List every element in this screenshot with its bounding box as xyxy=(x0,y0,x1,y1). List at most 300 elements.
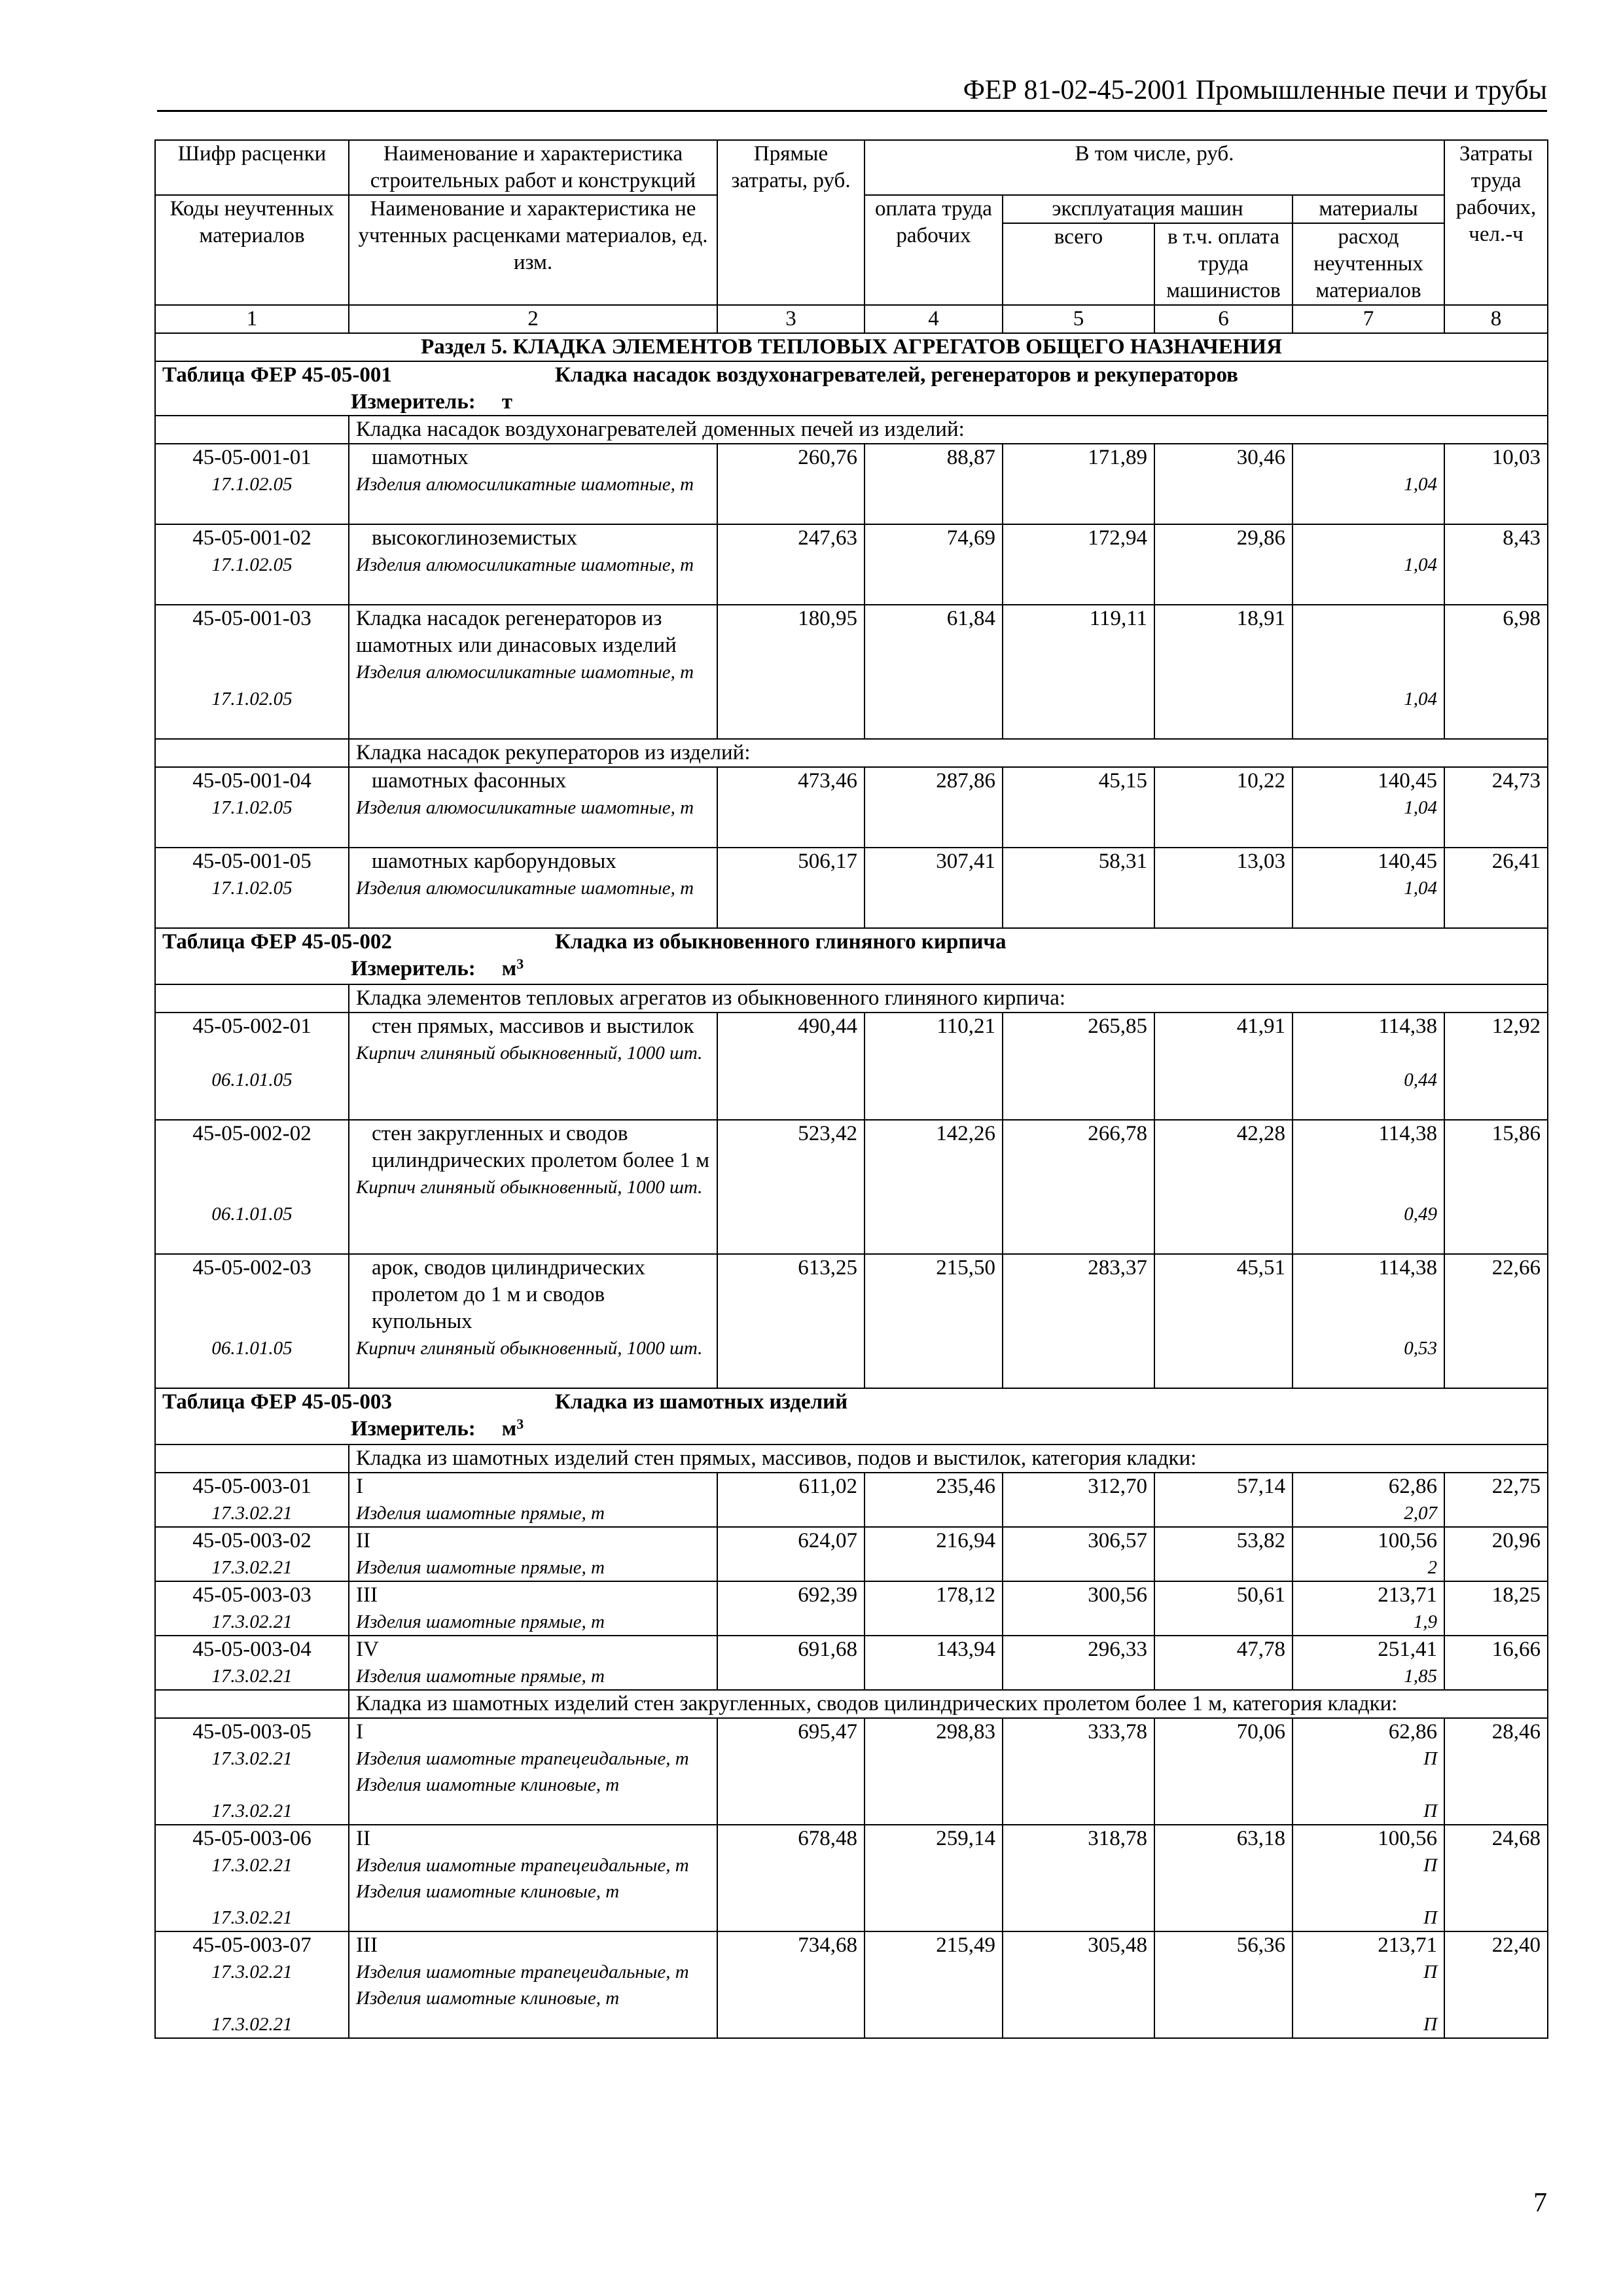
table-title: Кладка насадок воздухонагревателей, регенераторов и рекуператоров xyxy=(555,363,1238,387)
material-code: 17.3.02.21 xyxy=(211,1748,293,1769)
spacer xyxy=(1300,659,1437,686)
group-header-row xyxy=(155,416,1548,444)
table-title-row xyxy=(155,1388,1548,1444)
workers-wages: 142,26 xyxy=(865,1120,1003,1254)
direct-costs: 692,39 xyxy=(717,1581,865,1636)
rate-name-cell xyxy=(349,444,717,524)
rate-code-cell xyxy=(155,1013,349,1120)
rate-name: шамотных фасонных xyxy=(372,769,567,793)
workers-wages: 110,21 xyxy=(865,1013,1003,1120)
rate-name: шамотных карборундовых xyxy=(372,850,616,873)
machines-total: 312,70 xyxy=(1003,1473,1154,1527)
material-quantity: П xyxy=(1423,1855,1438,1876)
machinists-wages: 70,06 xyxy=(1154,1718,1293,1825)
material-quantity: 1,04 xyxy=(1404,554,1438,575)
rate-code-cell xyxy=(155,1254,349,1388)
machinists-wages: 10,22 xyxy=(1154,767,1293,848)
materials-cell xyxy=(1293,444,1444,524)
materials-value: 114,38 xyxy=(1378,1122,1438,1145)
direct-costs-header: Прямые затраты, руб. xyxy=(717,140,865,305)
labor-costs: 20,96 xyxy=(1444,1527,1548,1581)
table-code: Таблица ФЕР 45-05-002 xyxy=(162,930,392,954)
labor-costs: 24,68 xyxy=(1444,1825,1548,1931)
table-title-cell xyxy=(155,1388,1548,1444)
labor-header: Затраты труда рабочих, чел.-ч xyxy=(1444,140,1548,305)
rate-name: I xyxy=(356,1475,363,1498)
rate-code-cell xyxy=(155,1120,349,1254)
materials-cell xyxy=(1293,1718,1444,1825)
table-title-cell xyxy=(155,361,1548,416)
direct-costs: 506,17 xyxy=(717,848,865,928)
group-spacer xyxy=(155,1444,349,1473)
rate-name-cell xyxy=(349,1636,717,1690)
meter-label: Измеритель: xyxy=(351,1417,476,1441)
rate-code: 45-05-003-06 xyxy=(192,1827,312,1850)
material-name: Изделия алюмосиликатные шамотные, т xyxy=(356,662,694,683)
machines-total: 45,15 xyxy=(1003,767,1154,848)
labor-costs: 24,73 xyxy=(1444,767,1548,848)
rate-name-cell xyxy=(349,1718,717,1825)
rate-name: II xyxy=(356,1529,370,1552)
materials-value: 114,38 xyxy=(1378,1014,1438,1038)
direct-costs: 611,02 xyxy=(717,1473,865,1527)
materials-cell xyxy=(1293,767,1444,848)
workers-wages: 215,50 xyxy=(865,1254,1003,1388)
rate-code-cell xyxy=(155,1636,349,1690)
rate-name-cell xyxy=(349,1120,717,1254)
measure-unit-line xyxy=(351,956,1541,984)
rate-name-cell xyxy=(349,1254,717,1388)
rate-code: 45-05-001-05 xyxy=(192,850,312,873)
section-title: Раздел 5. КЛАДКА ЭЛЕМЕНТОВ ТЕПЛОВЫХ АГРЕГАТОВ ОБЩЕГО НАЗНАЧЕНИЯ xyxy=(155,333,1548,361)
rate-code: 45-05-003-01 xyxy=(192,1475,312,1498)
rate-code-cell xyxy=(155,1581,349,1636)
material-quantity: 1,04 xyxy=(1404,878,1438,899)
rate-row xyxy=(155,444,1548,524)
rate-row xyxy=(155,1931,1548,2038)
rate-row xyxy=(155,1254,1548,1388)
group-title: Кладка элементов тепловых агрегатов из обыкновенного глиняного кирпича: xyxy=(349,984,1548,1013)
labor-costs: 15,86 xyxy=(1444,1120,1548,1254)
labor-costs: 22,66 xyxy=(1444,1254,1548,1388)
column-number: 6 xyxy=(1154,305,1293,333)
labor-costs: 10,03 xyxy=(1444,444,1548,524)
materials-value: 213,71 xyxy=(1378,1583,1438,1607)
rate-row xyxy=(155,1473,1548,1527)
group-spacer xyxy=(155,984,349,1013)
materials-cell xyxy=(1293,1013,1444,1120)
col1-top-header: Шифр расценки xyxy=(155,140,349,195)
material-code: 17.1.02.05 xyxy=(211,878,293,899)
workers-wages: 88,87 xyxy=(865,444,1003,524)
table-title-cell xyxy=(155,928,1548,984)
rate-code-cell xyxy=(155,524,349,605)
material-name: Изделия шамотные трапецеидальные, т xyxy=(356,1962,689,1982)
group-spacer xyxy=(155,416,349,444)
material-name: Кирпич глиняный обыкновенный, 1000 шт. xyxy=(356,1338,703,1359)
rate-code: 45-05-003-07 xyxy=(192,1933,312,1957)
material-code: 17.3.02.21 xyxy=(211,1801,293,1821)
rate-code-cell xyxy=(155,1931,349,2038)
materials-cell xyxy=(1293,1825,1444,1931)
machines-total-header: всего xyxy=(1003,223,1154,305)
material-quantity: 1,04 xyxy=(1404,797,1438,818)
material-name: Изделия шамотные клиновые, т xyxy=(356,1988,620,2009)
materials-value: 100,56 xyxy=(1378,1529,1438,1552)
direct-costs: 523,42 xyxy=(717,1120,865,1254)
machinists-wages: 47,78 xyxy=(1154,1636,1293,1690)
materials-value: 62,86 xyxy=(1388,1475,1438,1498)
group-title: Кладка из шамотных изделий стен закругленных, сводов цилиндрических пролетом более 1 м, категория кладки: xyxy=(349,1690,1548,1718)
group-header-row xyxy=(155,1690,1548,1718)
rate-name: стен прямых, массивов и выстилок xyxy=(372,1014,694,1038)
machinists-wages: 42,28 xyxy=(1154,1120,1293,1254)
rate-name: I xyxy=(356,1720,363,1744)
col2-top-header: Наименование и характеристика строительных работ и конструкций xyxy=(349,140,717,195)
machines-total: 333,78 xyxy=(1003,1718,1154,1825)
group-title: Кладка насадок рекуператоров из изделий: xyxy=(349,739,1548,767)
workers-wages: 61,84 xyxy=(865,605,1003,739)
machines-total: 265,85 xyxy=(1003,1013,1154,1120)
material-code: 17.3.02.21 xyxy=(211,1611,293,1632)
rate-code-cell xyxy=(155,1527,349,1581)
column-number: 5 xyxy=(1003,305,1154,333)
material-code: 17.1.02.05 xyxy=(211,797,293,818)
meter-unit-power: 3 xyxy=(516,956,524,972)
machinists-wages: 57,14 xyxy=(1154,1473,1293,1527)
materials-value: 100,56 xyxy=(1378,1827,1438,1850)
material-quantity: 2,07 xyxy=(1404,1503,1438,1524)
group-title: Кладка насадок воздухонагревателей доменных печей из изделий: xyxy=(349,416,1548,444)
rate-name-cell xyxy=(349,1527,717,1581)
meter-unit: м xyxy=(501,1417,517,1441)
materials-value: 62,86 xyxy=(1388,1720,1438,1744)
rate-name-cell xyxy=(349,605,717,739)
wages-header: оплата труда рабочих xyxy=(865,195,1003,305)
rate-row xyxy=(155,767,1548,848)
group-title: Кладка из шамотных изделий стен прямых, массивов, подов и выстилок, категория кладки: xyxy=(349,1444,1548,1473)
labor-costs: 28,46 xyxy=(1444,1718,1548,1825)
section-title-row xyxy=(155,333,1548,361)
material-name: Изделия алюмосиликатные шамотные, т xyxy=(356,554,694,575)
material-quantity: 0,53 xyxy=(1404,1338,1438,1359)
material-code: 17.1.02.05 xyxy=(211,689,293,709)
material-name: Изделия шамотные прямые, т xyxy=(356,1611,605,1632)
rate-code: 45-05-003-05 xyxy=(192,1720,312,1744)
direct-costs: 678,48 xyxy=(717,1825,865,1931)
spacer xyxy=(162,1147,342,1174)
material-name: Изделия шамотные клиновые, т xyxy=(356,1774,620,1795)
material-code: 17.3.02.21 xyxy=(211,1855,293,1876)
group-header-row xyxy=(155,984,1548,1013)
rate-name: III xyxy=(356,1583,378,1607)
table-title: Кладка из шамотных изделий xyxy=(555,1390,848,1414)
rate-name-cell xyxy=(349,1825,717,1931)
spacer xyxy=(162,1308,342,1335)
machinists-wages: 30,46 xyxy=(1154,444,1293,524)
machines-total: 58,31 xyxy=(1003,848,1154,928)
material-code: 17.3.02.21 xyxy=(211,1666,293,1687)
materials-value: 114,38 xyxy=(1378,1256,1438,1280)
incl-header: В том числе, руб. xyxy=(865,140,1444,195)
materials-cell xyxy=(1293,1120,1444,1254)
labor-costs: 26,41 xyxy=(1444,848,1548,928)
spacer xyxy=(1300,1040,1437,1067)
material-quantity: П xyxy=(1423,1801,1438,1821)
workers-wages: 74,69 xyxy=(865,524,1003,605)
spacer xyxy=(1300,632,1437,659)
material-name: Изделия шамотные прямые, т xyxy=(356,1666,605,1687)
table-code: Таблица ФЕР 45-05-003 xyxy=(162,1390,392,1414)
workers-wages: 287,86 xyxy=(865,767,1003,848)
material-name: Изделия шамотные прямые, т xyxy=(356,1503,605,1524)
machinists-wages: 53,82 xyxy=(1154,1527,1293,1581)
machines-total: 283,37 xyxy=(1003,1254,1154,1388)
rate-row xyxy=(155,1013,1548,1120)
material-name: Изделия шамотные трапецеидальные, т xyxy=(356,1855,689,1876)
rate-code: 45-05-002-02 xyxy=(192,1122,312,1145)
col2-bottom-header: Наименование и характеристика не учтенных расценками материалов, ед. изм. xyxy=(349,195,717,305)
material-name: Изделия шамотные трапецеидальные, т xyxy=(356,1748,689,1769)
material-code: 17.3.02.21 xyxy=(211,1962,293,1982)
direct-costs: 624,07 xyxy=(717,1527,865,1581)
rate-code-cell xyxy=(155,1473,349,1527)
materials-cell xyxy=(1293,1931,1444,2038)
materials-value xyxy=(1300,444,1437,471)
direct-costs: 691,68 xyxy=(717,1636,865,1690)
spacer xyxy=(162,1040,342,1067)
direct-costs: 613,25 xyxy=(717,1254,865,1388)
rate-row xyxy=(155,605,1548,739)
spacer xyxy=(162,659,342,686)
material-name: Изделия шамотные прямые, т xyxy=(356,1557,605,1578)
rate-name-cell xyxy=(349,1931,717,2038)
machinists-wages: 18,91 xyxy=(1154,605,1293,739)
material-quantity: 0,44 xyxy=(1404,1069,1438,1090)
machines-total: 318,78 xyxy=(1003,1825,1154,1931)
materials-cell xyxy=(1293,848,1444,928)
column-number: 2 xyxy=(349,305,717,333)
group-header-row xyxy=(155,1444,1548,1473)
rate-name-cell xyxy=(349,848,717,928)
materials-cell xyxy=(1293,1254,1444,1388)
group-spacer xyxy=(155,1690,349,1718)
materials-value: 140,45 xyxy=(1378,769,1438,793)
rate-row xyxy=(155,1581,1548,1636)
price-table xyxy=(154,139,1548,2039)
machinists-wages: 13,03 xyxy=(1154,848,1293,928)
material-name: Кирпич глиняный обыкновенный, 1000 шт. xyxy=(356,1043,703,1064)
machines-total: 296,33 xyxy=(1003,1636,1154,1690)
material-quantity: 2 xyxy=(1427,1557,1438,1578)
machinists-wages: 50,61 xyxy=(1154,1581,1293,1636)
rate-name: стен закругленных и сводов цилиндрических пролетом более 1 м xyxy=(372,1122,710,1172)
machinists-wages: 45,51 xyxy=(1154,1254,1293,1388)
materials-value: 251,41 xyxy=(1378,1638,1438,1661)
material-code: 17.3.02.21 xyxy=(211,2014,293,2035)
column-number: 8 xyxy=(1444,305,1548,333)
rate-row xyxy=(155,1120,1548,1254)
table-title: Кладка из обыкновенного глиняного кирпича xyxy=(555,930,1007,954)
materials-header: материалы xyxy=(1293,195,1444,223)
table-title-row xyxy=(155,928,1548,984)
direct-costs: 734,68 xyxy=(717,1931,865,2038)
material-name: Изделия шамотные клиновые, т xyxy=(356,1881,620,1902)
material-name: Изделия алюмосиликатные шамотные, т xyxy=(356,474,694,495)
rate-code-cell xyxy=(155,444,349,524)
materials-value xyxy=(1300,525,1437,552)
labor-costs: 18,25 xyxy=(1444,1581,1548,1636)
spacer xyxy=(162,632,342,659)
rate-code: 45-05-002-03 xyxy=(192,1256,312,1280)
material-code: 17.3.02.21 xyxy=(211,1557,293,1578)
materials-cell xyxy=(1293,524,1444,605)
spacer xyxy=(162,1174,342,1201)
group-header-row xyxy=(155,739,1548,767)
rate-row xyxy=(155,1718,1548,1825)
material-name: Изделия алюмосиликатные шамотные, т xyxy=(356,797,694,818)
column-number: 3 xyxy=(717,305,865,333)
rate-code: 45-05-001-04 xyxy=(192,769,312,793)
direct-costs: 180,95 xyxy=(717,605,865,739)
rate-row xyxy=(155,1636,1548,1690)
workers-wages: 143,94 xyxy=(865,1636,1003,1690)
rate-name: IV xyxy=(356,1638,379,1661)
header-row-1 xyxy=(155,140,1548,195)
rate-name-cell xyxy=(349,1013,717,1120)
material-name: Изделия алюмосиликатные шамотные, т xyxy=(356,878,694,899)
rate-name-cell xyxy=(349,1581,717,1636)
meter-label: Измеритель: xyxy=(351,390,476,414)
materials-cell xyxy=(1293,605,1444,739)
material-code: 17.1.02.05 xyxy=(211,474,293,495)
machines-total: 172,94 xyxy=(1003,524,1154,605)
material-quantity: 0,49 xyxy=(1404,1204,1438,1225)
spacer xyxy=(1300,1282,1437,1308)
machines-total: 300,56 xyxy=(1003,1581,1154,1636)
direct-costs: 695,47 xyxy=(717,1718,865,1825)
material-code: 17.1.02.05 xyxy=(211,554,293,575)
spacer xyxy=(162,1282,342,1308)
materials-cell xyxy=(1293,1581,1444,1636)
rate-name: арок, сводов цилиндрических пролетом до 1 м и сводов купольных xyxy=(372,1256,645,1333)
rate-code: 45-05-003-03 xyxy=(192,1583,312,1607)
machines-header: эксплуатация машин xyxy=(1003,195,1293,223)
rate-code: 45-05-003-02 xyxy=(192,1529,312,1552)
material-code: 06.1.01.05 xyxy=(211,1204,293,1225)
rate-code: 45-05-002-01 xyxy=(192,1014,312,1038)
machines-total: 305,48 xyxy=(1003,1931,1154,2038)
rate-row xyxy=(155,1825,1548,1931)
workers-wages: 178,12 xyxy=(865,1581,1003,1636)
direct-costs: 490,44 xyxy=(717,1013,865,1120)
rate-code: 45-05-003-04 xyxy=(192,1638,312,1661)
workers-wages: 307,41 xyxy=(865,848,1003,928)
material-code: 06.1.01.05 xyxy=(211,1338,293,1359)
col1-bottom-header: Коды неучтенных материалов xyxy=(155,195,349,305)
document-header: ФЕР 81-02-45-2001 Промышленные печи и трубы xyxy=(157,71,1547,112)
rate-code-cell xyxy=(155,1825,349,1931)
table-code: Таблица ФЕР 45-05-001 xyxy=(162,363,392,387)
column-number: 4 xyxy=(865,305,1003,333)
material-quantity: П xyxy=(1423,1962,1438,1982)
group-spacer xyxy=(155,739,349,767)
workers-wages: 215,49 xyxy=(865,1931,1003,2038)
material-quantity: П xyxy=(1423,1907,1438,1928)
page-number: 7 xyxy=(1533,2188,1547,2218)
column-number: 1 xyxy=(155,305,349,333)
rate-code-cell xyxy=(155,848,349,928)
materials-cell xyxy=(1293,1636,1444,1690)
machines-total: 119,11 xyxy=(1003,605,1154,739)
rate-code-cell xyxy=(155,1718,349,1825)
material-quantity: 1,85 xyxy=(1404,1666,1438,1687)
rate-name-cell xyxy=(349,767,717,848)
meter-unit: т xyxy=(501,390,512,414)
direct-costs: 473,46 xyxy=(717,767,865,848)
rate-row xyxy=(155,1527,1548,1581)
machinists-wages: 29,86 xyxy=(1154,524,1293,605)
materials-value: 140,45 xyxy=(1378,850,1438,873)
direct-costs: 247,63 xyxy=(717,524,865,605)
workers-wages: 298,83 xyxy=(865,1718,1003,1825)
material-code: 17.3.02.21 xyxy=(211,1503,293,1524)
direct-costs: 260,76 xyxy=(717,444,865,524)
material-quantity: П xyxy=(1423,2014,1438,2035)
column-numbers-row xyxy=(155,305,1548,333)
material-quantity: 1,04 xyxy=(1404,689,1438,709)
machinists-wages: 63,18 xyxy=(1154,1825,1293,1931)
rate-name: шамотных xyxy=(372,446,469,469)
material-quantity: 1,04 xyxy=(1404,474,1438,495)
spacer xyxy=(1300,1147,1437,1174)
materials-cell xyxy=(1293,1527,1444,1581)
material-quantity: П xyxy=(1423,1748,1438,1769)
material-code: 06.1.01.05 xyxy=(211,1069,293,1090)
spacer xyxy=(1300,1308,1437,1335)
materials-value: 213,71 xyxy=(1378,1933,1438,1957)
meter-unit-power: 3 xyxy=(516,1416,524,1432)
meter-unit: м xyxy=(501,957,517,980)
machinists-wages: 41,91 xyxy=(1154,1013,1293,1120)
rate-row xyxy=(155,524,1548,605)
column-number: 7 xyxy=(1293,305,1444,333)
rate-code: 45-05-001-03 xyxy=(192,607,312,630)
materials-value xyxy=(1300,605,1437,632)
workers-wages: 259,14 xyxy=(865,1825,1003,1931)
labor-costs: 6,98 xyxy=(1444,605,1548,739)
labor-costs: 22,40 xyxy=(1444,1931,1548,2038)
spacer xyxy=(1300,1174,1437,1201)
materials-cell xyxy=(1293,1473,1444,1527)
rate-name: высокоглиноземистых xyxy=(372,526,577,550)
machines-total: 171,89 xyxy=(1003,444,1154,524)
material-name: Кирпич глиняный обыкновенный, 1000 шт. xyxy=(356,1177,703,1198)
material-quantity: 1,9 xyxy=(1413,1611,1438,1632)
measure-unit-line xyxy=(351,389,1541,415)
labor-costs: 8,43 xyxy=(1444,524,1548,605)
rate-name: Кладка насадок регенераторов из шамотных или динасовых изделий xyxy=(356,607,677,657)
rate-name: III xyxy=(356,1933,378,1957)
measure-unit-line xyxy=(351,1416,1541,1444)
labor-costs: 16,66 xyxy=(1444,1636,1548,1690)
materials-usage-header: расход неучтенных материалов xyxy=(1293,223,1444,305)
rate-name-cell xyxy=(349,1473,717,1527)
machines-total: 266,78 xyxy=(1003,1120,1154,1254)
material-code: 17.3.02.21 xyxy=(211,1907,293,1928)
workers-wages: 216,94 xyxy=(865,1527,1003,1581)
table-title-row xyxy=(155,361,1548,416)
